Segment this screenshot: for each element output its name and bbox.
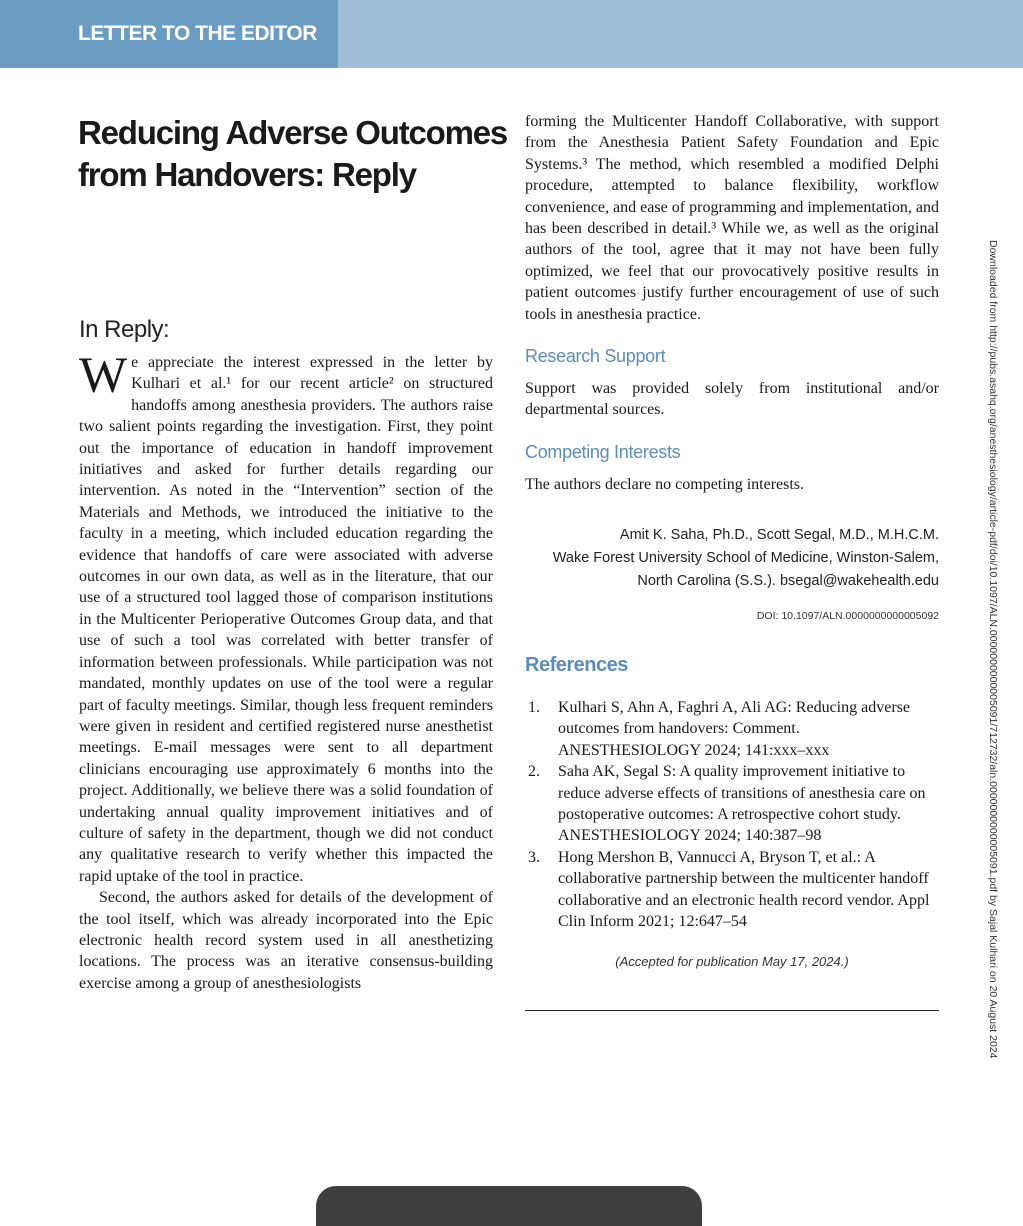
author-block xyxy=(553,524,939,593)
references-list xyxy=(528,697,939,932)
right-column xyxy=(525,111,939,325)
body-paragraph-2: Second, the authors asked for details of the development of the tool itself, which was already incorporated into the Epic electronic health record system used in all anesthetizing locations. The process was an iterative consensus-building exercise among a group of anesthesiologists xyxy=(79,889,493,992)
section-tab xyxy=(0,0,338,68)
research-support-text: Support was provided solely from institutional and/or departmental sources. xyxy=(525,380,939,419)
article-title: Reducing Adverse Outcomes from Handovers: Reply xyxy=(78,114,508,193)
reference-text: Kulhari S, Ahn A, Faghri A, Ali AG: Reducing adverse outcomes from handovers: Comment. ANESTHESIOLOGY 2024; 141:xxx–xxx xyxy=(558,699,910,759)
download-watermark xyxy=(984,240,1000,1080)
reference-item xyxy=(528,847,939,933)
references-heading: References xyxy=(525,654,628,676)
drop-cap: W xyxy=(79,348,128,404)
end-rule xyxy=(525,1010,939,1011)
author-affiliation-2: North Carolina (S.S.). bsegal@wakehealth.edu xyxy=(637,573,939,589)
reference-text: Saha AK, Segal S: A quality improvement initiative to reduce adverse effects of transitions of anesthesia care on postoperative outcomes: A retrospective cohort study. ANESTHESIOLOGY 2024; 140:387–98 xyxy=(558,763,926,845)
section-label: LETTER TO THE EDITOR xyxy=(78,22,317,45)
accepted-date: (Accepted for publication May 17, 2024.) xyxy=(615,954,849,969)
reference-text: Hong Mershon B, Vannucci A, Bryson T, et al.: A collaborative partnership between the multicenter handoff collaborative and an electronic health record vendor. Appl Clin Inform 2021; 12:647–54 xyxy=(558,848,930,931)
competing-interests-heading: Competing Interests xyxy=(525,442,681,462)
body-paragraph-1 xyxy=(79,348,493,887)
left-column xyxy=(79,348,493,994)
competing-interests-text: The authors declare no competing interests. xyxy=(525,476,805,493)
header-banner xyxy=(0,0,1023,68)
reference-item xyxy=(528,761,939,847)
reference-number: 3. xyxy=(528,848,540,866)
bottom-toolbar xyxy=(316,1186,702,1226)
reference-number: 1. xyxy=(528,699,540,716)
author-names: Amit K. Saha, Ph.D., Scott Segal, M.D., M.H.C.M. xyxy=(619,527,939,543)
download-watermark-text: Downloaded from http://pubs.asahq.org/anesthesiology/article-pdf/doi/10.1097/ALN.0000000000005091/712732/aln.0000000000005091.pdf by Sajal Kulhari on 20 August 2024 xyxy=(987,240,999,1059)
reference-number: 2. xyxy=(528,763,540,781)
body-paragraph-2-continued: forming the Multicenter Handoff Collaborative, with support from the Anesthesia Patient Safety Foundation and Epic Systems.³ The method, which resembled a modified Delphi procedure, attempted to balance flexibility, workflow convenience, and ease of programming and implementation, and has been described in detail.³ While we, as well as the original authors of the tool, agree that it may not have been fully optimized, we feel that our provocatively positive results in patient outcomes justify further encouragement of use of such tools in anesthesia practice. xyxy=(525,113,939,323)
author-affiliation-1: Wake Forest University School of Medicine, Winston-Salem, xyxy=(552,550,939,566)
research-support-heading: Research Support xyxy=(525,346,666,366)
reference-item xyxy=(528,697,939,761)
doi: DOI: 10.1097/ALN.0000000000005092 xyxy=(756,610,939,622)
paragraph-1-text: e appreciate the interest expressed in the letter by Kulhari et al.¹ for our recent article² on structured handoffs among anesthesia providers. The authors raise two salient points regarding the investigation. First, they point out the importance of education in handoff improvement initiatives and asked for further details regarding our intervention. As noted in the “Intervention” section of the Materials and Methods, we introduced the initiative to the faculty in a meeting, which included education regarding the evidence that handoffs of care were associated with adverse outcomes in our own data, as well as in the literature, that our use of a structured tool lagged those of comparison institutions in the Multicenter Perioperative Outcomes Group data, and that use of such a tool was correlated with better transfer of information between professionals. While participation was not mandated, monthly updates on use of the tool were a regular part of faculty meetings. Similar, though less frequent reminders were given in resident and certified registered nurse anesthetist meetings. E-mail messages were sent to all department clinicians encouraging use approximately 6 months into the project. Additionally, we believe there was a solid foundation of undertaking annual quality improvement initiatives and of culture of safety in the department, though we did not conduct any qualitative research to verify whether this impacted the rapid uptake of the tool in practice. xyxy=(79,354,493,885)
in-reply-heading: In Reply: xyxy=(79,316,170,343)
